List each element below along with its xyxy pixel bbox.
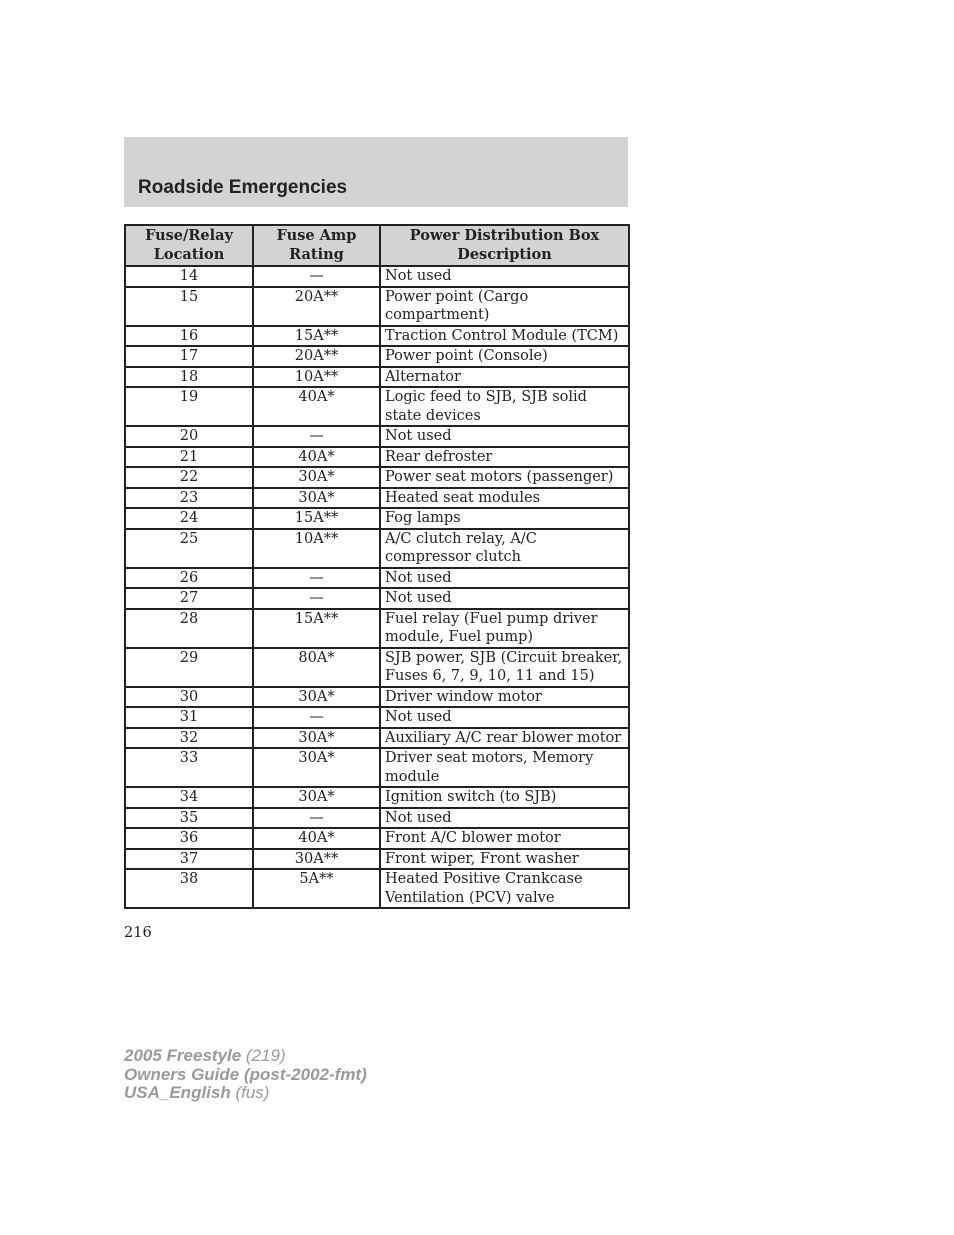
fuse-amp-cell: 15A**: [253, 609, 380, 648]
fuse-location-cell: 36: [125, 828, 253, 849]
fuse-amp-cell: 20A**: [253, 346, 380, 367]
fuse-location-cell: 31: [125, 707, 253, 728]
fuse-amp-cell: 30A*: [253, 728, 380, 749]
table-row: [125, 387, 629, 426]
fuse-location-cell: 19: [125, 387, 253, 426]
fuse-table-body: [125, 266, 629, 908]
fuse-description-cell: Not used: [380, 707, 629, 728]
table-row: [125, 266, 629, 287]
fuse-location-cell: 18: [125, 367, 253, 388]
fuse-table: [124, 224, 630, 909]
fuse-description-cell: Not used: [380, 808, 629, 829]
table-header-row: [125, 225, 629, 266]
table-row: [125, 648, 629, 687]
fuse-amp-cell: 30A**: [253, 849, 380, 870]
table-row: [125, 426, 629, 447]
table-row: [125, 467, 629, 488]
fuse-description-cell: Power seat motors (passenger): [380, 467, 629, 488]
fuse-location-cell: 16: [125, 326, 253, 347]
fuse-amp-cell: 15A**: [253, 508, 380, 529]
fuse-description-cell: Ignition switch (to SJB): [380, 787, 629, 808]
column-header-amp-rating: Fuse Amp Rating: [253, 225, 380, 266]
fuse-location-cell: 22: [125, 467, 253, 488]
fuse-amp-cell: 20A**: [253, 287, 380, 326]
fuse-amp-cell: —: [253, 808, 380, 829]
table-row: [125, 488, 629, 509]
table-row: [125, 367, 629, 388]
table-row: [125, 849, 629, 870]
fuse-location-cell: 21: [125, 447, 253, 468]
table-row: [125, 808, 629, 829]
fuse-description-cell: A/C clutch relay, A/C compressor clutch: [380, 529, 629, 568]
fuse-location-cell: 15: [125, 287, 253, 326]
fuse-description-cell: Power point (Cargo compartment): [380, 287, 629, 326]
fuse-location-cell: 14: [125, 266, 253, 287]
fuse-amp-cell: 30A*: [253, 467, 380, 488]
fuse-description-cell: Not used: [380, 266, 629, 287]
fuse-description-cell: Traction Control Module (TCM): [380, 326, 629, 347]
fuse-location-cell: 24: [125, 508, 253, 529]
section-header-band: [124, 137, 628, 207]
footer-model-page: (219): [241, 1046, 286, 1065]
fuse-location-cell: 30: [125, 687, 253, 708]
fuse-amp-cell: 10A**: [253, 367, 380, 388]
table-row: [125, 508, 629, 529]
fuse-description-cell: Not used: [380, 426, 629, 447]
fuse-description-cell: Fuel relay (Fuel pump driver module, Fuel pump): [380, 609, 629, 648]
table-row: [125, 346, 629, 367]
footer-model: 2005 Freestyle: [124, 1046, 242, 1065]
fuse-location-cell: 32: [125, 728, 253, 749]
fuse-amp-cell: 5A**: [253, 869, 380, 908]
fuse-description-cell: Driver window motor: [380, 687, 629, 708]
fuse-location-cell: 35: [125, 808, 253, 829]
column-header-description: Power Distribution Box Description: [380, 225, 629, 266]
fuse-description-cell: Rear defroster: [380, 447, 629, 468]
fuse-location-cell: 34: [125, 787, 253, 808]
column-header-location: Fuse/Relay Location: [125, 225, 253, 266]
table-row: [125, 447, 629, 468]
fuse-location-cell: 27: [125, 588, 253, 609]
footer-guide: Owners Guide (post-2002-fmt): [124, 1064, 367, 1084]
fuse-amp-cell: —: [253, 568, 380, 589]
fuse-amp-cell: 10A**: [253, 529, 380, 568]
table-row: [125, 287, 629, 326]
table-row: [125, 869, 629, 908]
fuse-amp-cell: 30A*: [253, 488, 380, 509]
fuse-amp-cell: 30A*: [253, 748, 380, 787]
page-number: 216: [124, 925, 152, 941]
table-row: [125, 609, 629, 648]
fuse-description-cell: Heated seat modules: [380, 488, 629, 509]
fuse-amp-cell: 40A*: [253, 447, 380, 468]
fuse-description-cell: Front wiper, Front washer: [380, 849, 629, 870]
fuse-amp-cell: 40A*: [253, 828, 380, 849]
fuse-description-cell: SJB power, SJB (Circuit breaker, Fuses 6, 7, 9, 10, 11 and 15): [380, 648, 629, 687]
fuse-amp-cell: 40A*: [253, 387, 380, 426]
table-row: [125, 787, 629, 808]
fuse-description-cell: Driver seat motors, Memory module: [380, 748, 629, 787]
fuse-location-cell: 37: [125, 849, 253, 870]
fuse-description-cell: Heated Positive Crankcase Ventilation (PCV) valve: [380, 869, 629, 908]
fuse-amp-cell: 80A*: [253, 648, 380, 687]
table-row: [125, 568, 629, 589]
fuse-location-cell: 25: [125, 529, 253, 568]
fuse-description-cell: Fog lamps: [380, 508, 629, 529]
fuse-description-cell: Front A/C blower motor: [380, 828, 629, 849]
fuse-location-cell: 33: [125, 748, 253, 787]
section-title: Roadside Emergencies: [138, 177, 348, 198]
table-row: [125, 588, 629, 609]
table-row: [125, 707, 629, 728]
fuse-location-cell: 17: [125, 346, 253, 367]
fuse-location-cell: 38: [125, 869, 253, 908]
fuse-location-cell: 20: [125, 426, 253, 447]
footer-language: USA_English: [124, 1083, 231, 1102]
fuse-description-cell: Not used: [380, 568, 629, 589]
fuse-location-cell: 29: [125, 648, 253, 687]
fuse-description-cell: Logic feed to SJB, SJB solid state devices: [380, 387, 629, 426]
fuse-description-cell: Alternator: [380, 367, 629, 388]
fuse-amp-cell: 30A*: [253, 687, 380, 708]
footer-language-code: (fus): [230, 1083, 270, 1102]
fuse-location-cell: 28: [125, 609, 253, 648]
table-row: [125, 687, 629, 708]
fuse-amp-cell: —: [253, 266, 380, 287]
fuse-description-cell: Auxiliary A/C rear blower motor: [380, 728, 629, 749]
table-row: [125, 326, 629, 347]
fuse-amp-cell: —: [253, 588, 380, 609]
fuse-location-cell: 23: [125, 488, 253, 509]
fuse-amp-cell: —: [253, 426, 380, 447]
fuse-description-cell: Power point (Console): [380, 346, 629, 367]
fuse-amp-cell: 15A**: [253, 326, 380, 347]
fuse-location-cell: 26: [125, 568, 253, 589]
document-footer: [124, 1047, 367, 1103]
fuse-description-cell: Not used: [380, 588, 629, 609]
fuse-amp-cell: 30A*: [253, 787, 380, 808]
table-row: [125, 828, 629, 849]
fuse-amp-cell: —: [253, 707, 380, 728]
table-row: [125, 728, 629, 749]
table-row: [125, 529, 629, 568]
table-row: [125, 748, 629, 787]
